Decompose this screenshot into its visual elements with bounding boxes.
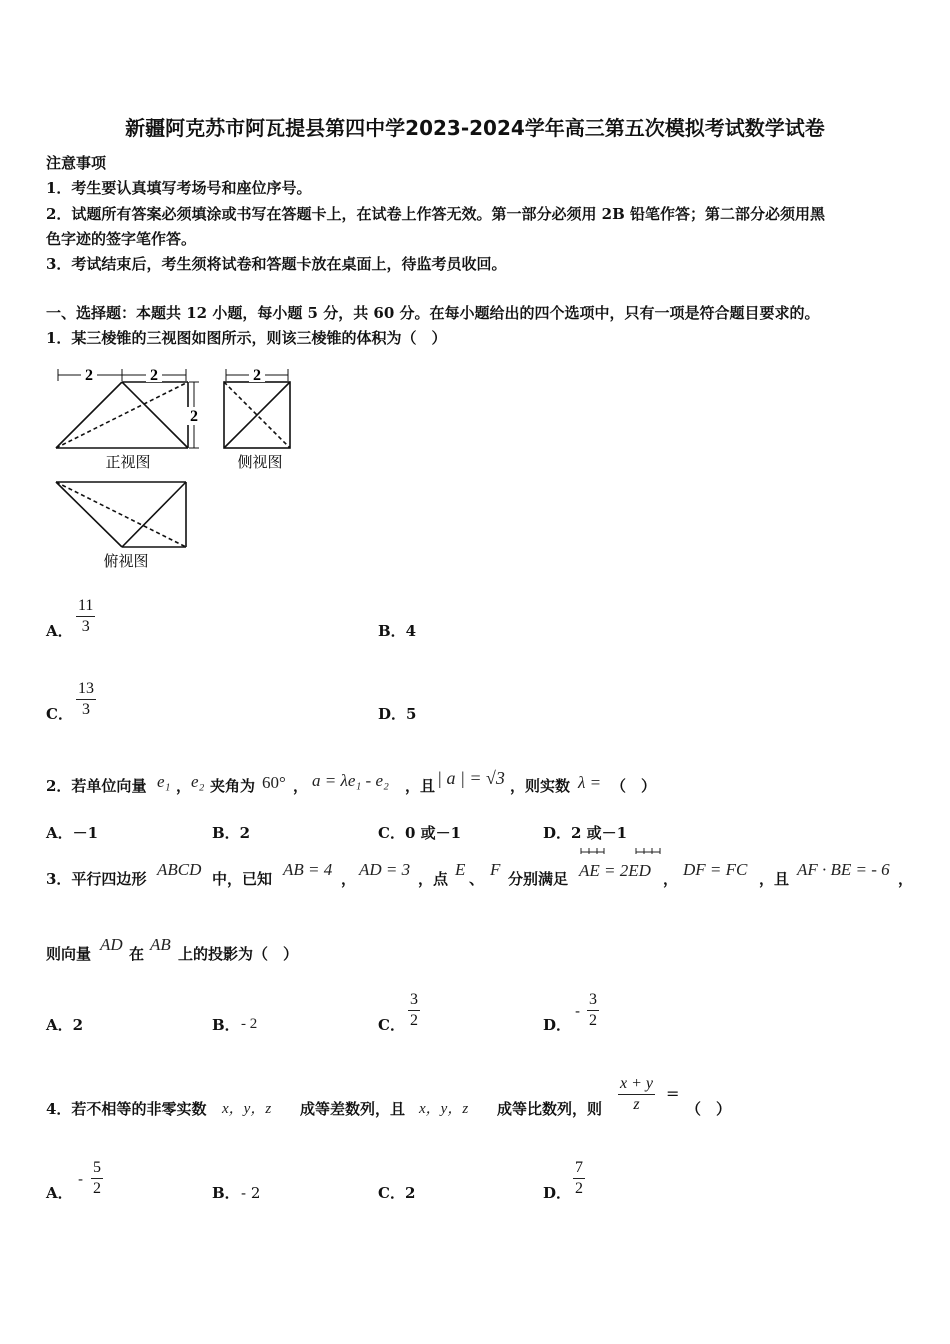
q3-vad: AD [100, 935, 123, 954]
q3-ab: AB = 4 [283, 860, 333, 879]
q3-f: F [490, 860, 501, 879]
q2-option-b: B．2 [212, 824, 251, 842]
notice-heading: 注意事项 [46, 154, 107, 172]
q2-tail: ，则实数 [510, 777, 571, 795]
q3-option-a: A．2 [46, 1016, 84, 1034]
q4-option-a-label: A． [46, 1184, 73, 1202]
q1-option-a-label: A． [46, 622, 73, 640]
notice-item-2: 2．试题所有答案必须填涂或书写在答题卡上，在试卷上作答无效。第一部分必须用 2B 铅笔作答；第二部分必须用黑 [46, 205, 826, 223]
q3-option-b-label: B． [212, 1016, 240, 1034]
q1-option-d: D．5 [378, 705, 417, 723]
notice-item-3: 3．考试结束后，考生须将试卷和答题卡放在桌面上，待监考员收回。 [46, 255, 507, 273]
q2-mid1: 夹角为 [210, 777, 256, 795]
q3-line2b: 在 [129, 945, 145, 963]
q1-option-c-fraction [76, 679, 96, 720]
q4-xyz-1: x，y，z [222, 1101, 272, 1117]
q3-t4: ，且 [759, 870, 790, 888]
q4-frac-num: x + y [618, 1074, 655, 1095]
q1-a-num: 11 [76, 596, 95, 617]
q4-option-a-sign: - [78, 1170, 84, 1188]
q1-option-c-label: C． [46, 705, 73, 723]
q4-t1: 成等差数列，且 [300, 1100, 406, 1118]
q1-stem: 1．某三棱锥的三视图如图所示，则该三棱锥的体积为（ ） [46, 329, 447, 347]
q1-a-den: 3 [81, 618, 90, 635]
q4-t2: 成等比数列，则 [497, 1100, 603, 1118]
q1-c-den: 3 [82, 701, 90, 718]
q4-frac-den: z [633, 1096, 640, 1113]
q3-option-d-fraction [587, 990, 599, 1031]
page-title: 新疆阿克苏市阿瓦提县第四中学2023-2024学年高三第五次模拟考试数学试卷 [125, 116, 825, 140]
q3-t2: ，点 [418, 870, 449, 888]
q4-option-c: C．2 [378, 1184, 416, 1202]
top-view-label: 俯视图 [103, 554, 149, 570]
q4-a-den: 2 [93, 1180, 101, 1197]
side-view-label: 侧视图 [237, 455, 283, 471]
q2-e1: e₁ [157, 772, 171, 791]
q4-eq: = [666, 1084, 680, 1103]
q3-dot: AF · BE = - 6 [797, 860, 890, 879]
q3-lead: 3．平行四边形 [46, 870, 147, 888]
q3-c-num: 3 [408, 990, 420, 1011]
front-width-1-label: 2 [85, 367, 93, 384]
notice-item-2-cont: 色字迹的签字笔作答。 [46, 230, 197, 248]
q3-vector-arrows [580, 848, 662, 858]
q2-expr: a = λe₁ - e₂ [312, 771, 389, 790]
q3-ad: AD = 3 [359, 860, 411, 879]
q3-t3: 分别满足 [508, 870, 569, 888]
q3-option-d-sign: - [575, 1002, 581, 1020]
q2-angle: 60° [262, 773, 286, 792]
q4-fraction [618, 1074, 655, 1115]
q4-option-b-value: - 2 [241, 1184, 261, 1202]
q3-vab: AB [150, 935, 171, 954]
q3-option-b-value: - 2 [241, 1016, 258, 1032]
q2-abs: | a | = √3 [437, 768, 505, 788]
q4-option-d-fraction [573, 1158, 585, 1199]
q3-t1: 中，已知 [212, 870, 273, 888]
q3-e: E [455, 860, 466, 879]
q2-option-d: D．2 或－1 [543, 824, 628, 842]
q2-option-c: C．0 或－1 [378, 824, 462, 842]
q1-c-num: 13 [76, 679, 96, 700]
q4-xyz-2: x，y，z [419, 1101, 469, 1117]
q4-option-a-fraction [91, 1158, 103, 1199]
front-view [56, 369, 199, 448]
side-width-label: 2 [253, 367, 261, 384]
q2-lead: 2．若单位向量 [46, 777, 147, 795]
q1-option-a-fraction [76, 596, 95, 637]
q4-lead: 4．若不相等的非零实数 [46, 1100, 207, 1118]
q3-d-num: 3 [587, 990, 599, 1011]
q2-e2: e₂ [191, 772, 205, 791]
q3-option-c-label: C． [378, 1016, 405, 1034]
q4-end: （ ） [686, 1100, 732, 1118]
front-view-label: 正视图 [105, 455, 151, 471]
q3-line2a: 则向量 [46, 945, 92, 963]
q4-d-den: 2 [575, 1180, 583, 1197]
section-heading: 一、选择题：本题共 12 小题，每小题 5 分，共 60 分。在每小题给出的四个选项中，只有一项是符合题目要求的。 [46, 304, 820, 322]
q2-lambda: λ = [578, 773, 602, 792]
q3-line2c: 上的投影为（ ） [178, 945, 299, 963]
q3-option-d-label: D． [543, 1016, 572, 1034]
front-height-label: 2 [190, 408, 198, 425]
q3-abcd: ABCD [157, 860, 202, 879]
q4-a-num: 5 [91, 1158, 103, 1179]
q1-option-b: B．4 [378, 622, 417, 640]
q4-option-d-label: D． [543, 1184, 572, 1202]
front-width-2-label: 2 [150, 367, 158, 384]
q2-option-a: A．－1 [46, 824, 99, 842]
q3-c-den: 2 [410, 1012, 418, 1029]
q2-end: （ ） [611, 777, 657, 795]
q3-dffc: DF = FC [683, 860, 748, 879]
q4-option-b-label: B． [212, 1184, 240, 1202]
three-view-figure [40, 360, 310, 580]
q3-vec: AE = 2ED [579, 861, 651, 880]
top-view [56, 482, 186, 547]
q3-option-c-fraction [408, 990, 420, 1031]
q4-d-num: 7 [573, 1158, 585, 1179]
q3-d-den: 2 [589, 1012, 597, 1029]
q2-mid2: ，且 [405, 777, 436, 795]
notice-item-1: 1．考生要认真填写考场号和座位序号。 [46, 179, 312, 197]
